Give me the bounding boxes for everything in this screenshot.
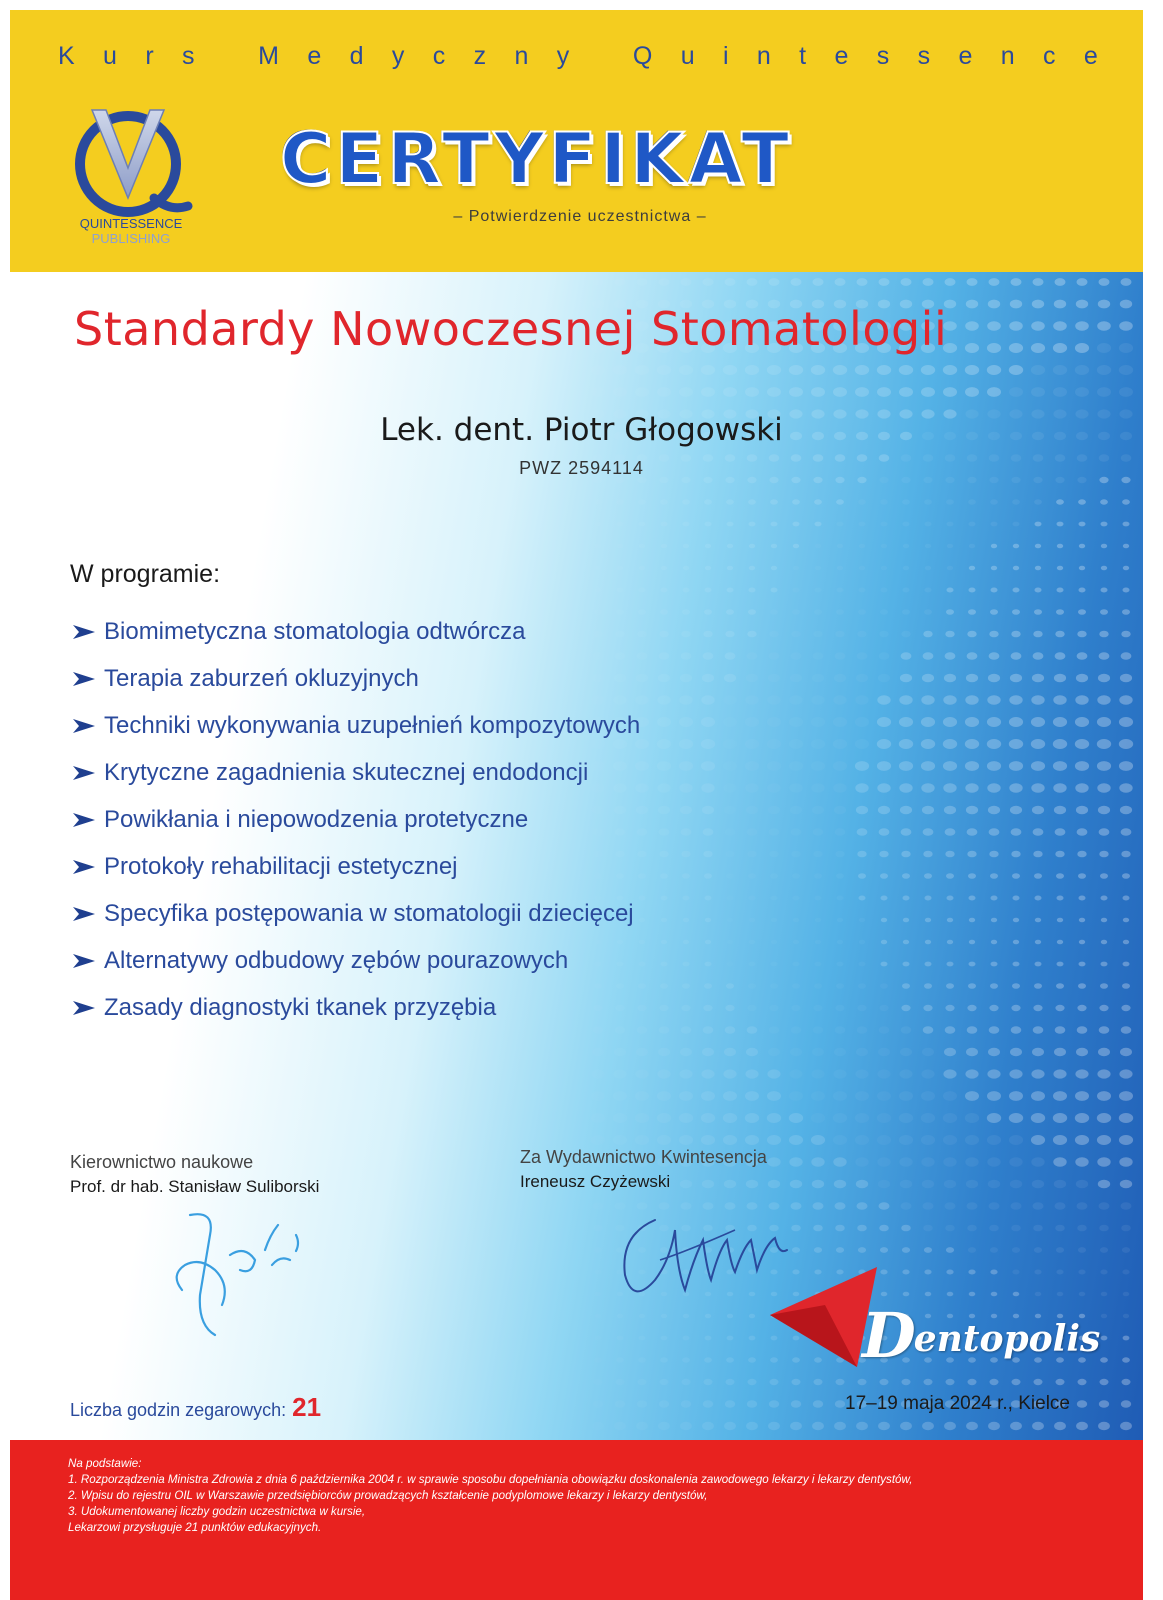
program-item — [72, 702, 640, 749]
series-title — [58, 42, 1098, 71]
arrow-bullet-icon — [72, 623, 96, 641]
program-item — [72, 890, 640, 937]
legal-basis-line: 3. Udokumentowanej liczby godzin uczestnictwa w kursie, — [68, 1505, 366, 1518]
arrow-bullet-icon — [72, 999, 96, 1017]
certificate-title: CERTYFIKAT — [280, 118, 793, 200]
program-item-label: Biomimetyczna stomatologia odtwórcza — [104, 617, 526, 645]
series-title-letter: y — [556, 42, 570, 70]
program-item — [72, 796, 640, 843]
date-and-place: 17–19 maja 2024 r., Kielce — [845, 1393, 1070, 1414]
legal-basis-line: Lekarzowi przysługuje 21 punktów edukacyjnych. — [68, 1521, 322, 1534]
arrow-bullet-icon — [72, 952, 96, 970]
program-item — [72, 655, 640, 702]
left-signature-icon — [160, 1195, 310, 1345]
arrow-bullet-icon — [72, 764, 96, 782]
series-title-letter: c — [432, 42, 446, 70]
hours-count — [70, 1392, 321, 1423]
series-title-letter: n — [514, 42, 529, 70]
dentopolis-rest: entopolis — [913, 1318, 1101, 1360]
program-item-label: Specyfika postępowania w stomatologii dziecięcej — [104, 899, 634, 927]
program-item — [72, 749, 640, 796]
legal-basis-heading: Na podstawie: — [68, 1457, 142, 1470]
series-title-space — [598, 42, 605, 71]
left-signatory-name: Prof. dr hab. Stanisław Suliborski — [70, 1177, 320, 1196]
series-title-space — [223, 42, 230, 71]
program-item — [72, 937, 640, 984]
left-signatory-label: Kierownictwo naukowe — [70, 1152, 254, 1172]
participant-pwz: PWZ 2594114 — [519, 458, 644, 478]
series-title-letter: n — [756, 42, 771, 70]
course-title: Standardy Nowoczesnej Stomatologii — [74, 302, 948, 356]
legal-basis — [68, 1456, 912, 1536]
program-item-label: Terapia zaburzeń okluzyjnych — [104, 664, 419, 692]
legal-basis-line: 1. Rozporządzenia Ministra Zdrowia z dnia 6 października 2004 r. w sprawie sposobu dopełniania obowiązku doskonalenia zawodowego lekarzy i lekarzy dentystów, — [68, 1473, 913, 1486]
program-item-label: Zasady diagnostyki tkanek przyzębia — [104, 993, 497, 1021]
program-item — [72, 608, 640, 655]
program-item-label: Protokoły rehabilitacji estetycznej — [104, 852, 458, 880]
program-item-label: Techniki wykonywania uzupełnień kompozytowych — [104, 711, 641, 739]
legal-basis-line: 2. Wpisu do rejestru OIL w Warszawie przedsiębiorców prowadzących kształcenie podyplomowe lekarzy i lekarzy dentystów, — [68, 1489, 708, 1502]
series-title-letter: Q — [632, 42, 653, 70]
program-item-label: Powikłania i niepowodzenia protetyczne — [104, 805, 529, 833]
series-title-letter: c — [1043, 42, 1056, 70]
arrow-bullet-icon — [72, 858, 96, 876]
series-title-letter: s — [876, 42, 890, 70]
series-title-letter: e — [307, 42, 322, 70]
hours-value: 21 — [292, 1392, 322, 1422]
program-label: W programie: — [70, 560, 221, 588]
logo-line2: PUBLISHING — [91, 231, 171, 246]
series-title-letter: e — [834, 42, 849, 70]
program-list — [72, 608, 640, 1031]
series-title-letter: s — [182, 42, 195, 70]
right-signatory-name: Ireneusz Czyżewski — [520, 1172, 671, 1191]
series-title-letter: e — [958, 42, 973, 70]
arrow-bullet-icon — [72, 670, 96, 688]
program-item — [72, 843, 640, 890]
program-item — [72, 984, 640, 1031]
series-title-letter: i — [722, 42, 729, 70]
series-title-letter: y — [391, 42, 405, 70]
participant-name: Lek. dent. Piotr Głogowski — [380, 412, 783, 448]
series-title-letter: r — [145, 42, 154, 70]
series-title-letter: z — [473, 42, 487, 70]
program-item-label: Alternatywy odbudowy zębów pourazowych — [104, 946, 569, 974]
series-title-letter: u — [103, 42, 117, 70]
series-title-letter: e — [1083, 42, 1098, 70]
arrow-bullet-icon — [72, 905, 96, 923]
logo-line1: QUINTESSENCE — [79, 216, 183, 231]
series-title-letter: t — [799, 42, 807, 70]
hours-label: Liczba godzin zegarowych: — [70, 1400, 287, 1420]
series-title-letter: d — [349, 42, 364, 70]
series-title-letter: s — [917, 42, 931, 70]
dentopolis-wordmark — [862, 1293, 1101, 1372]
arrow-bullet-icon — [72, 811, 96, 829]
arrow-bullet-icon — [72, 717, 96, 735]
logo-text — [66, 216, 196, 246]
certificate-subtitle: – Potwierdzenie uczestnictwa – — [453, 208, 707, 225]
series-title-letter: M — [258, 42, 279, 70]
right-signatory-label: Za Wydawnictwo Kwintesencja — [520, 1147, 767, 1167]
series-title-letter: n — [1000, 42, 1015, 70]
dentopolis-first-letter: D — [862, 1299, 916, 1372]
series-title-letter: K — [58, 42, 75, 70]
program-item-label: Krytyczne zagadnienia skutecznej endodoncji — [104, 758, 589, 786]
series-title-letter: u — [680, 42, 695, 70]
